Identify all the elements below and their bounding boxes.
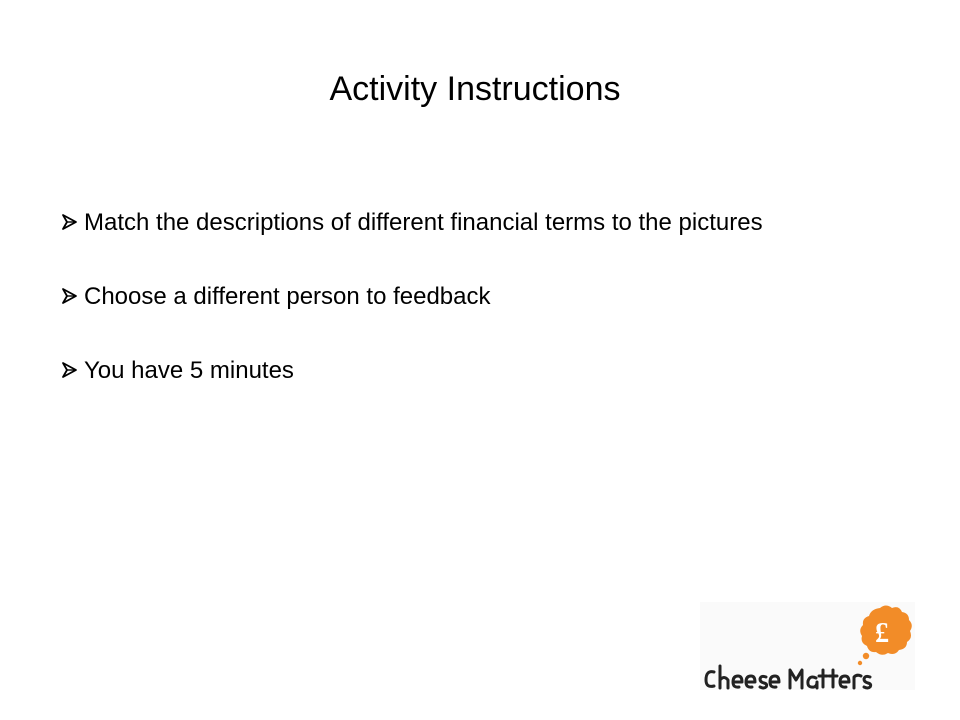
pound-badge-icon (858, 606, 912, 666)
bullet-text: Match the descriptions of different financial terms to the pictures (84, 209, 763, 236)
svg-text:£: £ (875, 618, 889, 649)
cheese-matters-logo (700, 602, 915, 690)
arrow-bullet-icon (60, 360, 84, 380)
bullet-item (60, 353, 880, 389)
slide-title: Activity Instructions (329, 70, 621, 108)
bullet-text: Choose a different person to feedback (84, 283, 491, 310)
arrow-bullet-icon (60, 286, 84, 306)
cheese-matters-wordmark (706, 666, 871, 688)
bullet-item (60, 205, 880, 241)
bullet-item (60, 279, 880, 315)
bullet-text: You have 5 minutes (84, 357, 294, 384)
arrow-bullet-icon (60, 212, 84, 232)
bullet-list (60, 205, 880, 427)
